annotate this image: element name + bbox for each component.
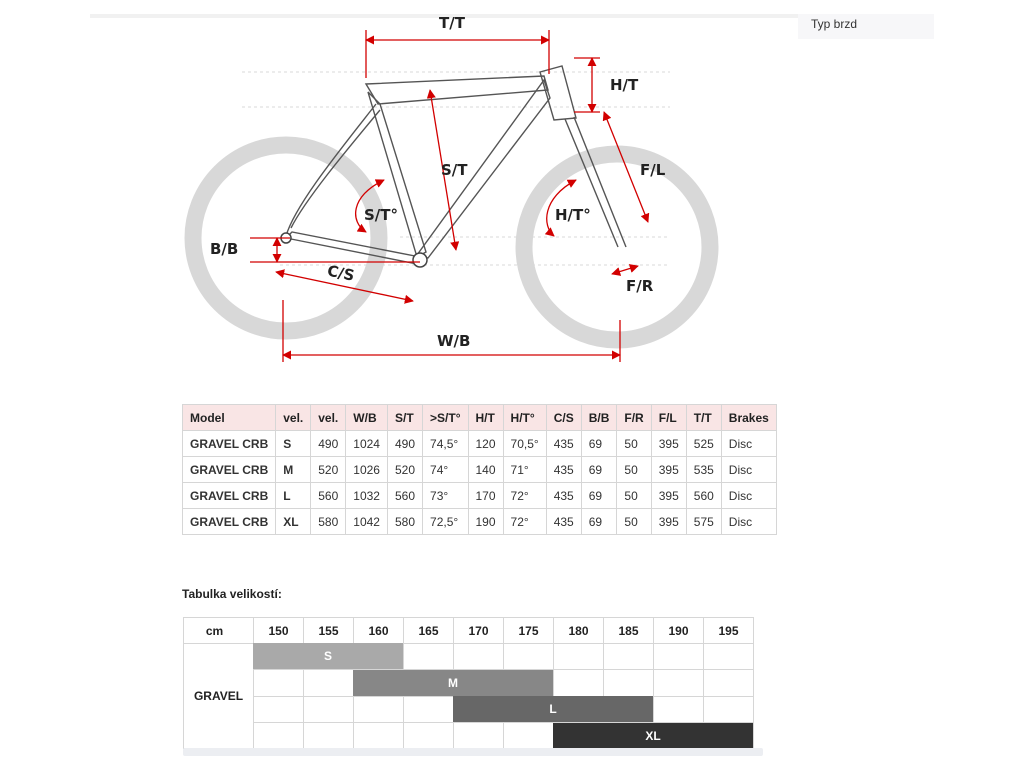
value-cell: 71° — [503, 457, 546, 483]
grid-cell — [654, 670, 704, 696]
value-cell: Disc — [721, 431, 776, 457]
grid-cell — [304, 722, 354, 748]
geometry-header-cell: >S/T° — [423, 405, 468, 431]
geometry-row — [183, 431, 777, 457]
grid-cell — [554, 644, 604, 670]
label-ht: H/T — [610, 76, 639, 94]
value-cell: 72,5° — [423, 509, 468, 535]
value-cell: 560 — [311, 483, 346, 509]
grid-cell — [504, 722, 554, 748]
size-cell: L — [276, 483, 311, 509]
label-fr: F/R — [626, 277, 654, 295]
size-bar-xl: XL — [553, 723, 753, 749]
label-tt: T/T — [439, 14, 465, 32]
size-chart — [183, 617, 753, 749]
grid-cell — [704, 696, 754, 722]
height-header: 170 — [454, 618, 504, 644]
height-header: 180 — [554, 618, 604, 644]
value-cell: 1032 — [346, 483, 388, 509]
label-ht-angle: H/T° — [555, 206, 591, 224]
geometry-row — [183, 509, 777, 535]
value-cell: 74,5° — [423, 431, 468, 457]
geometry-row — [183, 457, 777, 483]
model-cell: GRAVEL CRB — [183, 457, 276, 483]
value-cell: 1024 — [346, 431, 388, 457]
height-header: 155 — [304, 618, 354, 644]
label-cs: C/S — [325, 261, 357, 285]
grid-cell — [354, 696, 404, 722]
grid-cell — [604, 644, 654, 670]
value-cell: 435 — [546, 509, 581, 535]
height-header: 165 — [404, 618, 454, 644]
value-cell: 395 — [651, 457, 686, 483]
geometry-row — [183, 483, 777, 509]
grid-cell — [454, 644, 504, 670]
geometry-header-cell: W/B — [346, 405, 388, 431]
height-header: 195 — [704, 618, 754, 644]
geometry-header-cell: Model — [183, 405, 276, 431]
geometry-header-cell: F/R — [617, 405, 651, 431]
value-cell: 72° — [503, 483, 546, 509]
label-st: S/T — [441, 161, 468, 179]
grid-cell — [454, 722, 504, 748]
grid-cell — [404, 644, 454, 670]
grid-cell — [254, 722, 304, 748]
value-cell: 69 — [581, 509, 617, 535]
label-st-angle: S/T° — [364, 206, 399, 224]
geometry-header-cell: vel. — [311, 405, 346, 431]
value-cell: 73° — [423, 483, 468, 509]
label-wb: W/B — [437, 332, 471, 350]
size-bar-s: S — [253, 643, 403, 669]
geometry-header-cell: S/T — [387, 405, 422, 431]
value-cell: 395 — [651, 509, 686, 535]
value-cell: 1026 — [346, 457, 388, 483]
grid-cell — [254, 696, 304, 722]
value-cell: Disc — [721, 509, 776, 535]
truncated-note — [183, 748, 763, 756]
geometry-header-cell: Brakes — [721, 405, 776, 431]
value-cell: 525 — [686, 431, 721, 457]
height-header: 185 — [604, 618, 654, 644]
value-cell: 395 — [651, 431, 686, 457]
size-bar-m: M — [353, 670, 553, 696]
size-chart-title: Tabulka velikostí: — [182, 587, 282, 601]
value-cell: 490 — [387, 431, 422, 457]
geometry-header-cell: C/S — [546, 405, 581, 431]
size-cell: XL — [276, 509, 311, 535]
value-cell: 140 — [468, 457, 503, 483]
height-header: 175 — [504, 618, 554, 644]
value-cell: 490 — [311, 431, 346, 457]
value-cell: 50 — [617, 457, 651, 483]
value-cell: 50 — [617, 431, 651, 457]
value-cell: 520 — [311, 457, 346, 483]
value-cell: 560 — [387, 483, 422, 509]
unit-label: cm — [184, 618, 254, 644]
brake-type-filter[interactable] — [798, 14, 934, 39]
geometry-header-cell: T/T — [686, 405, 721, 431]
value-cell: 70,5° — [503, 431, 546, 457]
grid-cell — [704, 670, 754, 696]
value-cell: 190 — [468, 509, 503, 535]
grid-cell — [604, 670, 654, 696]
grid-cell — [254, 670, 304, 696]
frame-geometry-diagram — [170, 0, 730, 385]
geometry-header-cell: vel. — [276, 405, 311, 431]
value-cell: Disc — [721, 483, 776, 509]
value-cell: 72° — [503, 509, 546, 535]
grid-cell — [304, 696, 354, 722]
grid-cell — [404, 722, 454, 748]
grid-cell — [504, 644, 554, 670]
value-cell: 69 — [581, 457, 617, 483]
value-cell: 435 — [546, 483, 581, 509]
label-fl: F/L — [640, 161, 666, 179]
grid-cell — [704, 644, 754, 670]
size-cell: S — [276, 431, 311, 457]
value-cell: 580 — [387, 509, 422, 535]
value-cell: Disc — [721, 457, 776, 483]
grid-cell — [354, 722, 404, 748]
grid-cell — [404, 696, 454, 722]
geometry-header-cell: B/B — [581, 405, 617, 431]
size-bar-l: L — [453, 696, 653, 722]
value-cell: 69 — [581, 483, 617, 509]
value-cell: 580 — [311, 509, 346, 535]
value-cell: 435 — [546, 457, 581, 483]
height-header: 190 — [654, 618, 704, 644]
value-cell: 520 — [387, 457, 422, 483]
value-cell: 50 — [617, 509, 651, 535]
geometry-header-cell: F/L — [651, 405, 686, 431]
geometry-table — [182, 404, 777, 535]
brake-type-label: Typ brzd — [811, 17, 858, 31]
grid-cell — [554, 670, 604, 696]
front-wheel — [524, 154, 710, 340]
value-cell: 170 — [468, 483, 503, 509]
value-cell: 74° — [423, 457, 468, 483]
value-cell: 120 — [468, 431, 503, 457]
model-cell: GRAVEL CRB — [183, 509, 276, 535]
value-cell: 395 — [651, 483, 686, 509]
value-cell: 50 — [617, 483, 651, 509]
value-cell: 1042 — [346, 509, 388, 535]
value-cell: 535 — [686, 457, 721, 483]
geometry-header-cell: H/T — [468, 405, 503, 431]
grid-cell — [304, 670, 354, 696]
geometry-header-row — [183, 405, 777, 431]
size-cell: M — [276, 457, 311, 483]
value-cell: 575 — [686, 509, 721, 535]
model-cell: GRAVEL CRB — [183, 431, 276, 457]
value-cell: 560 — [686, 483, 721, 509]
height-header: 150 — [254, 618, 304, 644]
row-label: GRAVEL — [184, 644, 254, 749]
geometry-header-cell: H/T° — [503, 405, 546, 431]
value-cell: 435 — [546, 431, 581, 457]
label-bb: B/B — [210, 240, 239, 258]
model-cell: GRAVEL CRB — [183, 483, 276, 509]
height-header: 160 — [354, 618, 404, 644]
value-cell: 69 — [581, 431, 617, 457]
grid-cell — [654, 696, 704, 722]
grid-cell — [654, 644, 704, 670]
